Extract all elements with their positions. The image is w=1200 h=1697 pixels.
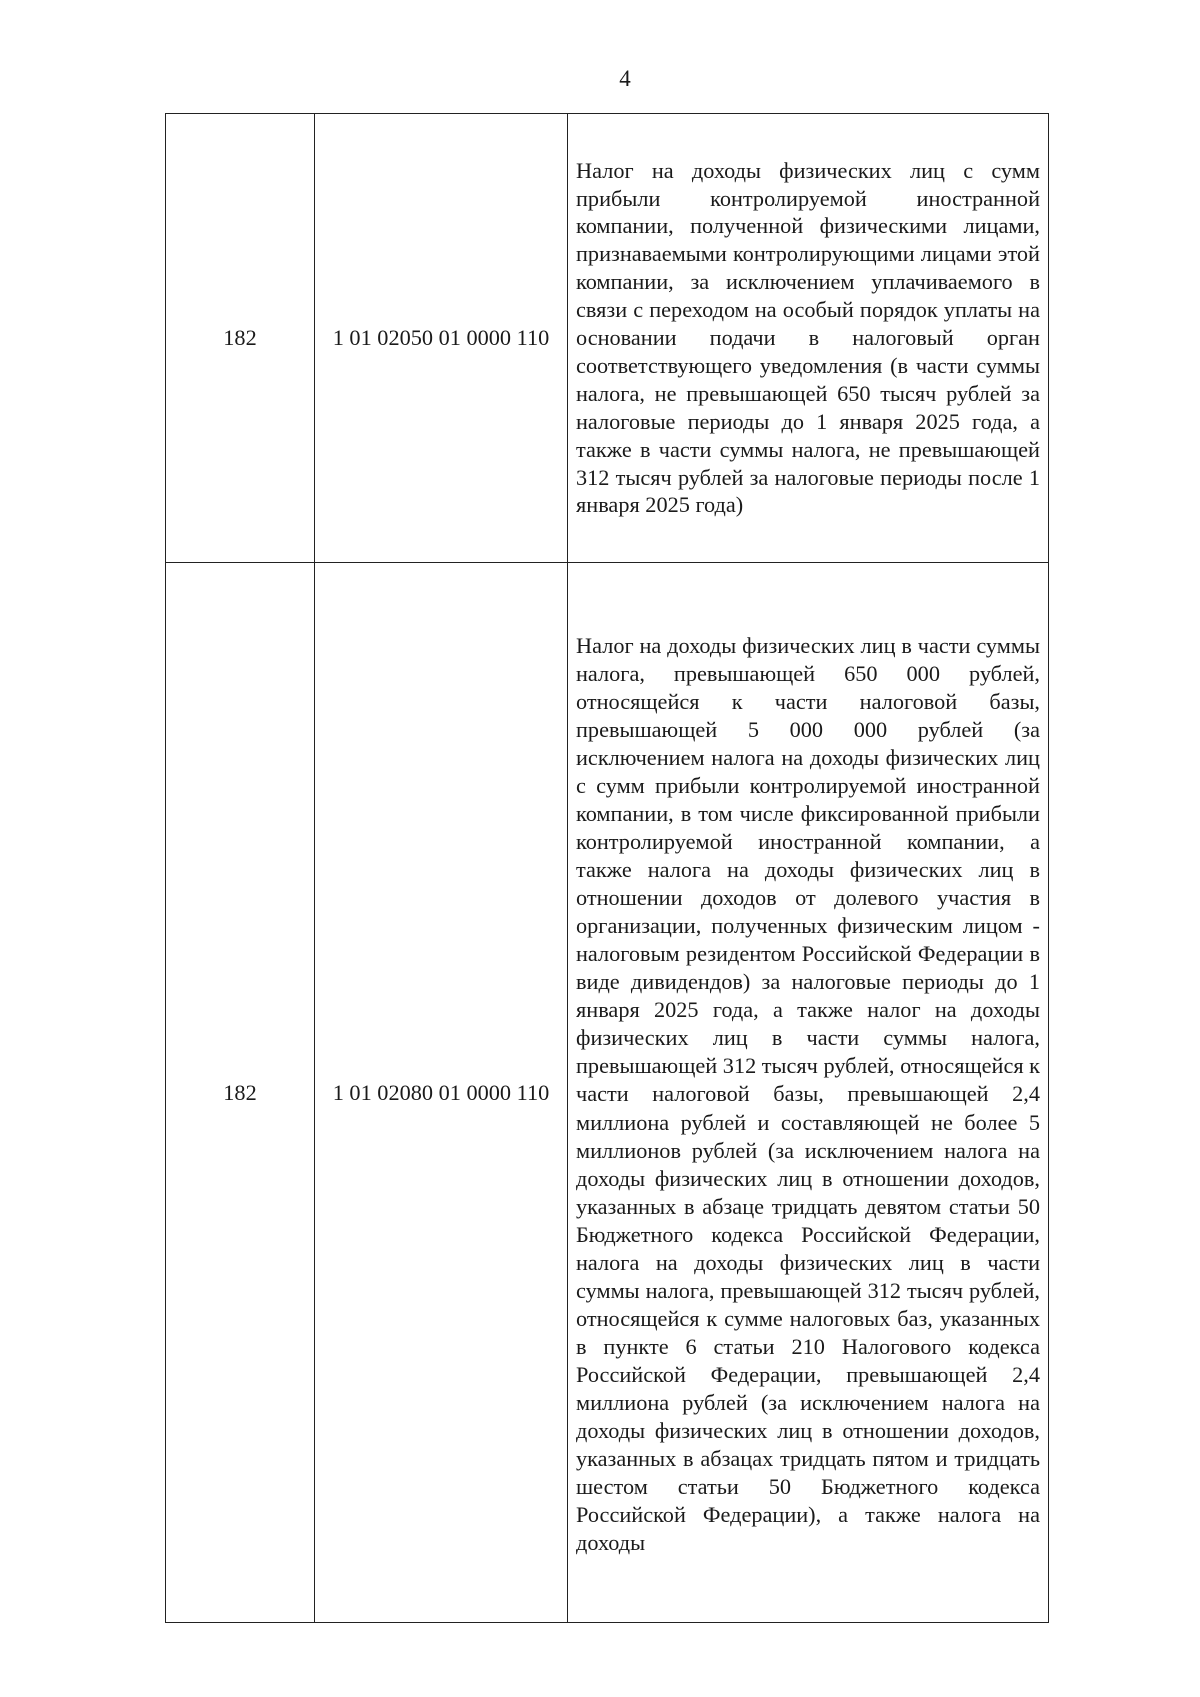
income-description: Налог на доходы физических лиц в части суммы налога, превышающей 650 000 рублей, относящейся к части налоговой базы, превышающей 5 000 000 рублей (за исключением налога на доходы физических лиц с сумм прибыли контролируемой иностранной компании, в том числе фиксированной прибыли контролируемой иностранной компании, а также налога на доходы физических лиц в отношении доходов от долевого участия в организации, полученных физическим лицом - налоговым резидентом Российской Федерации в виде дивидендов) за налоговые периоды до 1 января 2025 года, а также налог на доходы физических лиц в части суммы налога, превышающей 312 тысяч рублей, относящейся к части налоговой базы, превышающей 2,4 миллиона рублей и составляющей не более 5 миллионов рублей (за исключением налога на доходы физических лиц в отношении доходов, указанных в абзаце тридцать девятом статьи 50 Бюджетного кодекса Российской Федерации, налога на доходы физических лиц в части суммы налога, превышающей 312 тысяч рублей, относящейся к сумме налоговых баз, указанных в пункте 6 статьи 210 Налогового кодекса Российской Федерации, превышающей 2,4 миллиона рублей (за исключением налога на доходы физических лиц в отношении доходов, указанных в абзацах тридцать пятом и тридцать шестом статьи 50 Бюджетного кодекса Российской Федерации), а также налога на доходы <box>576 632 1041 1556</box>
income-description: Налог на доходы физических лиц с сумм прибыли контролируемой иностранной компании, полученной физическими лицами, признаваемыми контролирующими лицами этой компании, за исключением уплачиваемого в связи с переходом на особый порядок уплаты на основании подачи в налоговый орган соответствующего уведомления (в части суммы налога, не превышающей 650 тысяч рублей за налоговые периоды до 1 января 2025 года, а также в части суммы налога, не превышающей 312 тысяч рублей за налоговые периоды после 1 января 2025 года) <box>576 157 1040 518</box>
kbk-cell <box>315 114 568 563</box>
table-row <box>166 114 1049 563</box>
admin-code: 182 <box>223 325 257 350</box>
description-cell <box>568 563 1049 1623</box>
admin-code-cell <box>166 114 315 563</box>
admin-code: 182 <box>223 1079 257 1105</box>
description-cell <box>568 114 1049 563</box>
admin-code-cell <box>166 563 315 1623</box>
kbk-code: 1 01 02050 01 0000 110 <box>332 325 550 350</box>
page-number: 4 <box>619 66 631 91</box>
kbk-code: 1 01 02080 01 0000 110 <box>332 1079 550 1105</box>
kbk-cell <box>315 563 568 1623</box>
table-row <box>166 563 1049 1623</box>
budget-code-table <box>165 113 1049 1623</box>
